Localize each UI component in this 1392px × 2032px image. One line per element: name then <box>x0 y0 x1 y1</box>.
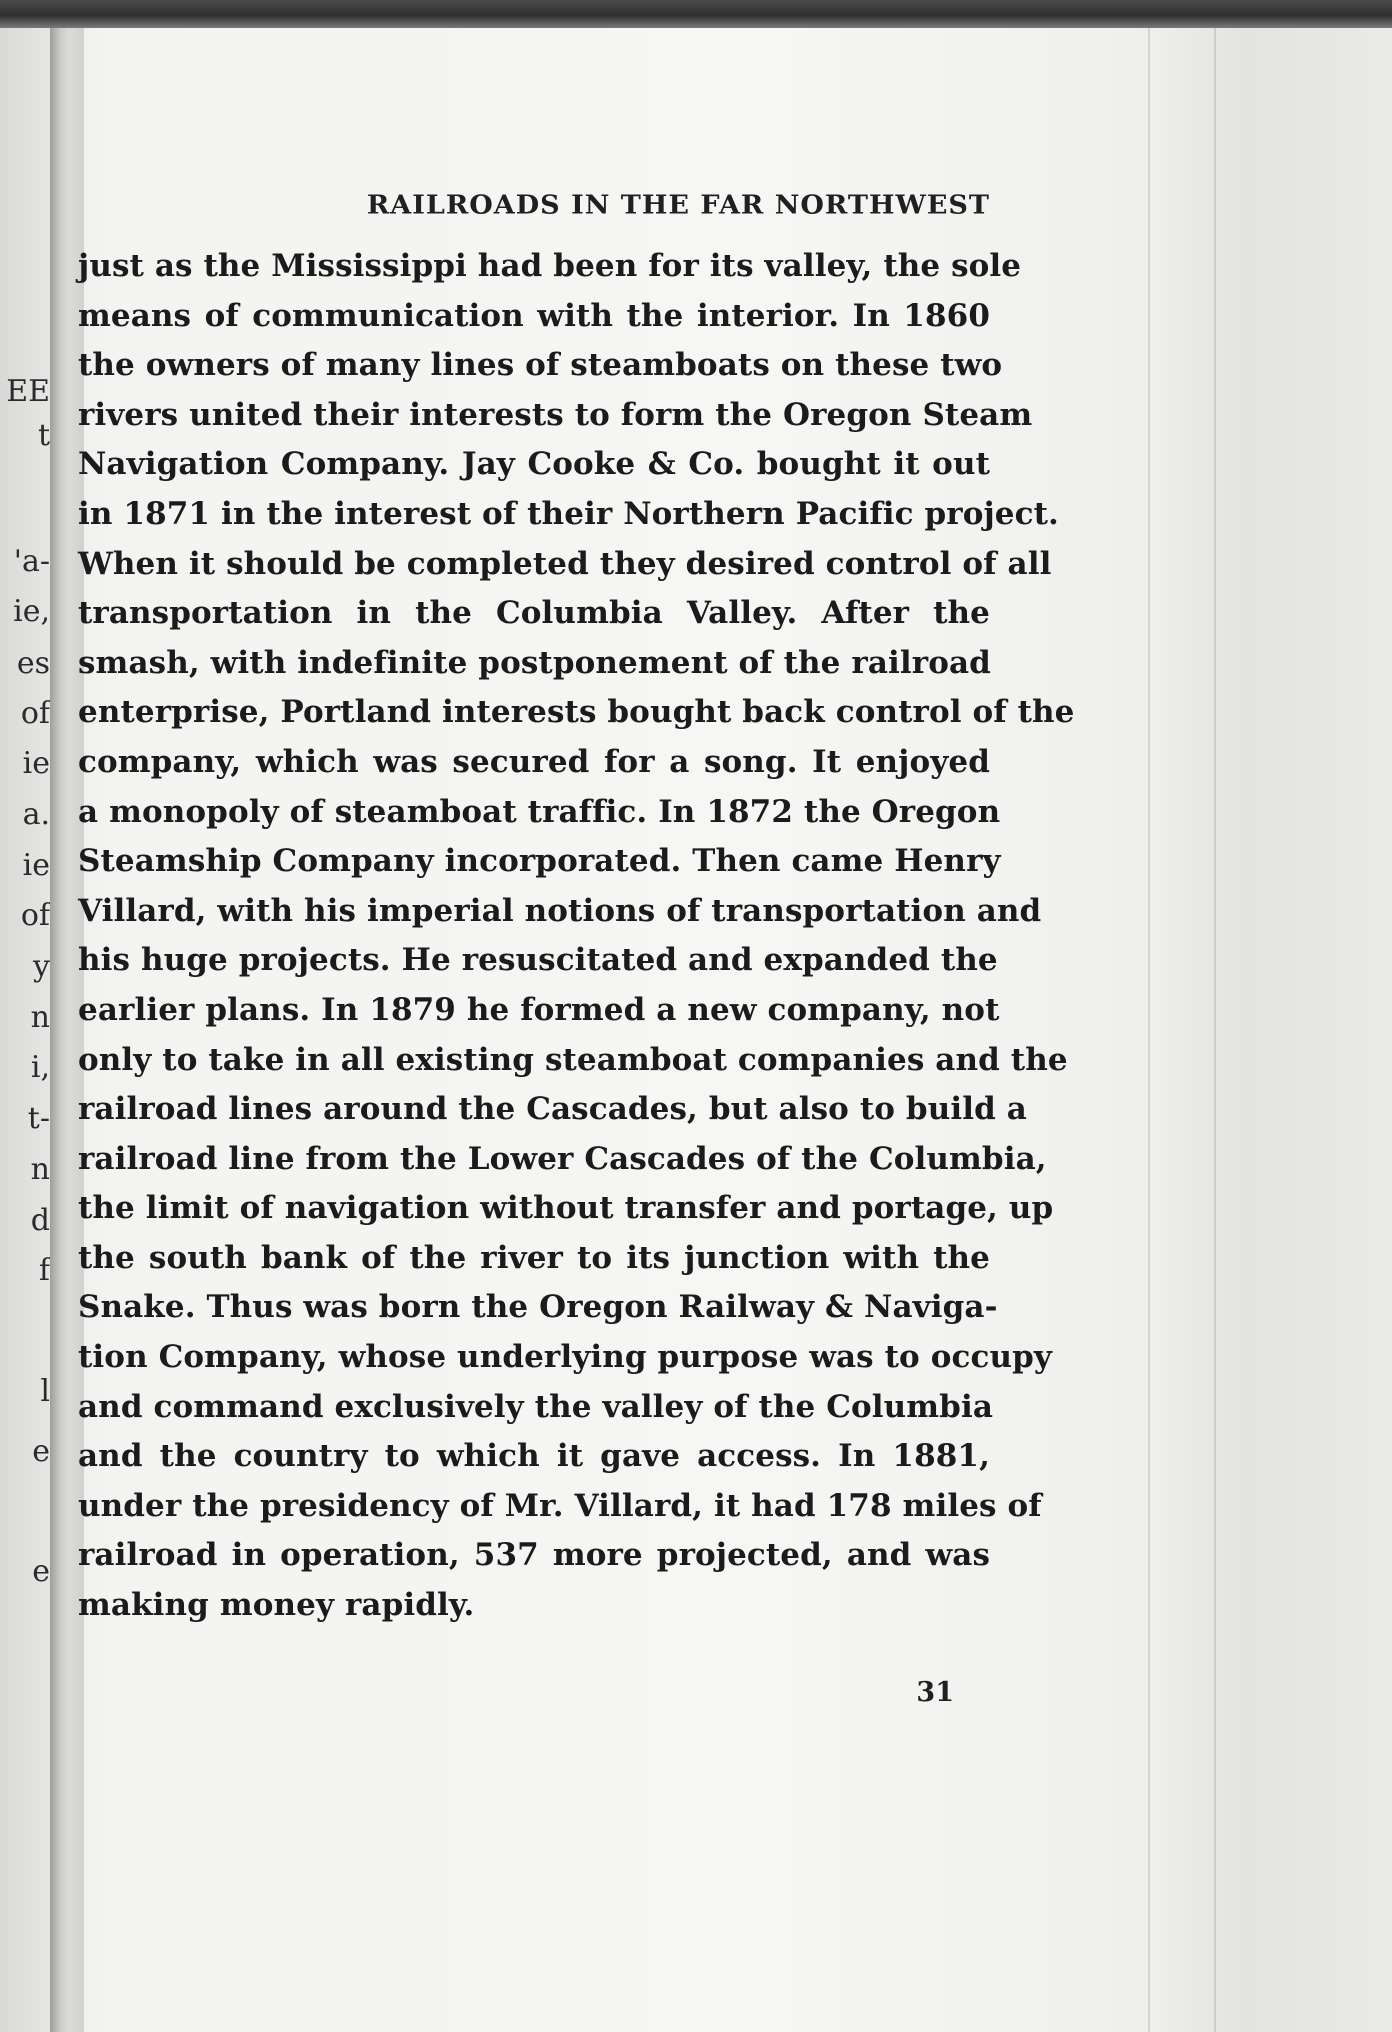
text-line: a monopoly of steamboat traffic. In 1872 the Oregon <box>78 793 1001 830</box>
facing-page-fragment: f <box>38 1254 50 1288</box>
text-line: means of communication with the interior. In 1860 <box>78 297 990 334</box>
text-line: the south bank of the river to its junction with the <box>78 1239 990 1276</box>
text-line: Navigation Company. Jay Cooke & Co. bought it out <box>78 446 990 483</box>
facing-page-fragment: l <box>40 1375 50 1409</box>
text-line: enterprise, Portland interests bought back control of the <box>78 694 1075 731</box>
text-line: making money rapidly. <box>78 1587 475 1624</box>
page-edge-line <box>1148 28 1150 2032</box>
scanner-top-band <box>0 0 1392 28</box>
text-line: just as the Mississippi had been for its valley, the sole <box>78 248 1022 284</box>
facing-page-fragments <box>0 375 50 1635</box>
text-line: rivers united their interests to form the Oregon Steam <box>78 396 1033 433</box>
facing-page-fragment: ie <box>22 849 50 883</box>
text-line: railroad in operation, 537 more projected, and was <box>78 1537 990 1574</box>
facing-page-fragment: ie, <box>13 595 50 629</box>
text-line: the limit of navigation without transfer and portage, up <box>78 1190 1054 1227</box>
facing-page-fragment: t- <box>27 1102 50 1136</box>
facing-page-fragment: e <box>32 1555 50 1589</box>
text-line: Steamship Company incorporated. Then came Henry <box>78 843 1001 880</box>
facing-page-fragment: 'a- <box>13 545 50 579</box>
facing-page-fragment: n <box>30 1153 50 1187</box>
text-line: in 1871 in the interest of their Northern Pacific project. <box>78 495 1059 532</box>
facing-page-fragment: e <box>32 1435 50 1469</box>
text-line: Villard, with his imperial notions of transportation and <box>78 892 1042 929</box>
facing-page-fragment: t <box>37 419 50 453</box>
body-paragraph <box>78 242 1075 1631</box>
page-edge-line <box>1214 28 1216 2032</box>
text-line: his huge projects. He resuscitated and expanded the <box>78 942 998 979</box>
text-line: only to take in all existing steamboat companies and the <box>78 1041 1068 1078</box>
text-line: tion Company, whose underlying purpose was to occupy <box>78 1339 1052 1376</box>
text-line: company, which was secured for a song. It enjoyed <box>78 743 990 780</box>
right-page-edge <box>1152 28 1392 2032</box>
facing-page-fragment: es <box>16 647 50 681</box>
facing-page-fragment: a. <box>22 798 50 832</box>
text-line: transportation in the Columbia Valley. After the <box>78 595 990 632</box>
facing-page-fragment: of <box>20 899 50 933</box>
text-line: earlier plans. In 1879 he formed a new company, not <box>78 991 1000 1028</box>
text-line: railroad lines around the Cascades, but also to build a <box>78 1091 1027 1128</box>
facing-page-fragment: ie <box>22 747 50 781</box>
text-line: smash, with indefinite postponement of the railroad <box>78 644 991 681</box>
text-line: Snake. Thus was born the Oregon Railway & Naviga- <box>78 1289 998 1326</box>
facing-page-fragment: n <box>30 1001 50 1035</box>
facing-page-fragment: EE <box>6 375 50 409</box>
running-head: RAILROADS IN THE FAR NORTHWEST <box>366 190 990 221</box>
facing-page-fragment: i, <box>30 1051 50 1085</box>
facing-page-fragment: d <box>30 1204 50 1238</box>
text-line: and command exclusively the valley of the Columbia <box>78 1388 994 1425</box>
facing-page-fragment: of <box>20 697 50 731</box>
text-line: under the presidency of Mr. Villard, it had 178 miles of <box>78 1487 1042 1524</box>
text-line: the owners of many lines of steamboats on these two <box>78 347 1003 384</box>
page-number: 31 <box>916 1677 954 1708</box>
facing-page-fragment: y <box>33 950 50 984</box>
text-line: railroad line from the Lower Cascades of the Columbia, <box>78 1140 1047 1177</box>
text-line: When it should be completed they desired control of all <box>78 545 1052 582</box>
text-line: and the country to which it gave access. In 1881, <box>78 1438 990 1475</box>
